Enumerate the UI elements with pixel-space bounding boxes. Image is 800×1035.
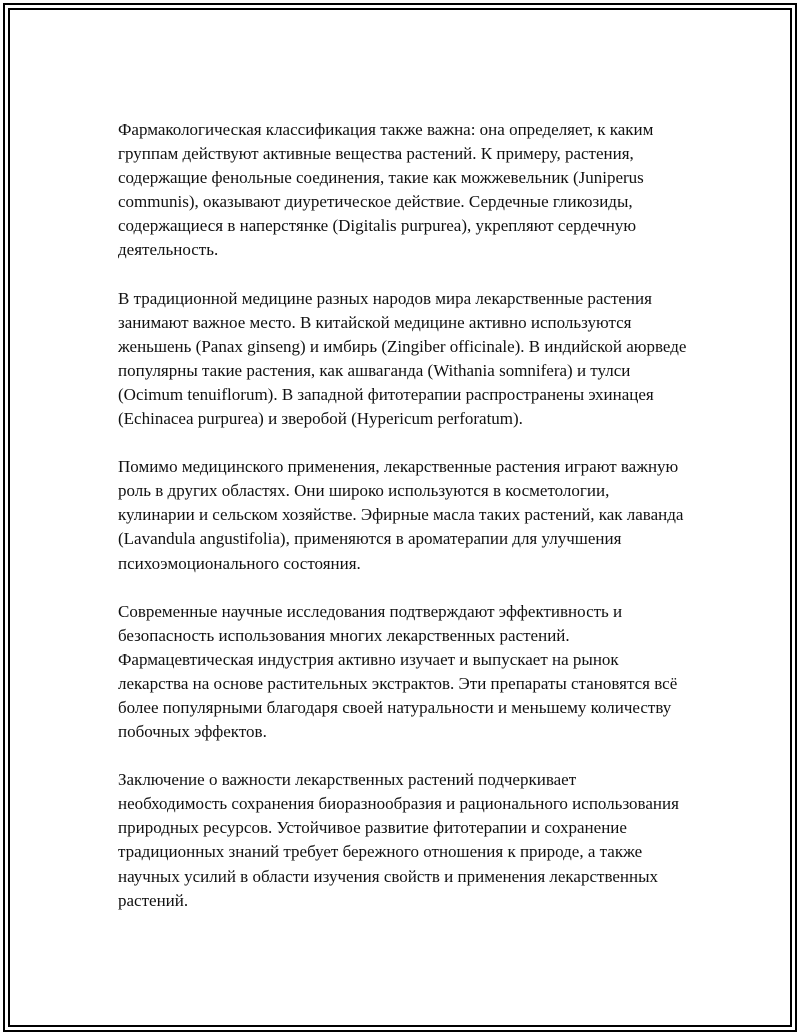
paragraph-modern-research: Современные научные исследования подтверждают эффективность и безопасность использования многих лекарственных растений. Фармацевтическая индустрия активно изучает и выпускает на рынок лекарства на основе растительных экстрактов. Эти препараты становятся всё более популярными благодаря своей натуральности и меньшему количеству побочных эффектов. bbox=[118, 601, 678, 742]
paragraph-other-uses: Помимо медицинского применения, лекарственные растения играют важную роль в других областях. Они широко используются в косметологии, кулинарии и сельском хозяйстве. Эфирные масла таких растений, как лаванда (Lavandula angustifolia), применяются в ароматерапии для улучшения психоэмоционального состояния. bbox=[118, 457, 684, 573]
paragraph-traditional-medicine: В традиционной медицине разных народов мира лекарственные растения занимают важное место. В китайской медицине активно используются женьшень (Panax ginseng) и имбирь (Zingiber officinale). В индийской аюрведе популярны такие растения, как ашваганда (Withania somnifera) и тулси (Ocimum tenuiflorum). В западной фитотерапии распространены эхинацея (Echinacea purpurea) и зверобой (Hypericum perforatum). bbox=[118, 288, 687, 429]
document-body bbox=[118, 118, 688, 937]
paragraph-conclusion: Заключение о важности лекарственных растений подчеркивает необходимость сохранения биоразнообразия и рационального использования природных ресурсов. Устойчивое развитие фитотерапии и сохранение традиционных знаний требует бережного отношения к природе, а также научных усилий в области изучения свойств и применения лекарственных растений. bbox=[118, 770, 679, 910]
paragraph-pharmacological-classification: Фармакологическая классификация также важна: она определяет, к каким группам действуют активные вещества растений. К примеру, растения, содержащие фенольные соединения, такие как можжевельник (Juniperus communis), оказывают диуретическое действие. Сердечные гликозиды, содержащиеся в наперстянке (Digitalis purpurea), укрепляют сердечную деятельность. bbox=[118, 120, 654, 260]
